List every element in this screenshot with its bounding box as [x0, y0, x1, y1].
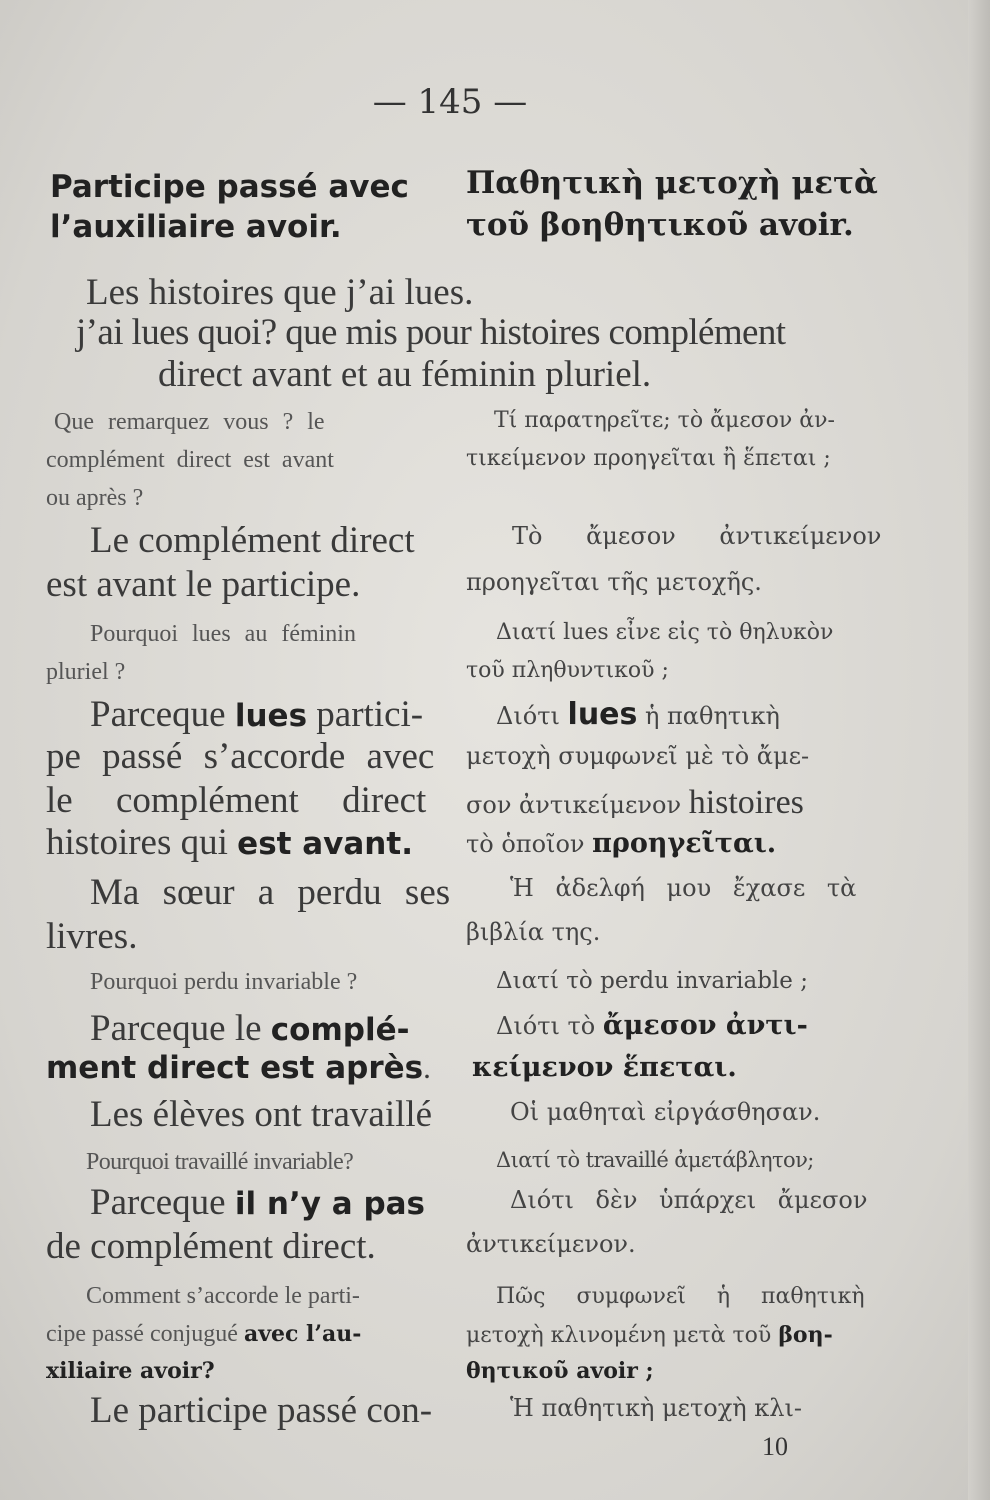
q5-fr-cipe-passe: cipe passé conjugué: [46, 1321, 238, 1347]
a3-fr-ment-direct: ment direct est après: [46, 1050, 424, 1086]
q2-gr-line2: τοῦ πληθυντικοῦ ;: [466, 658, 669, 683]
q1-gr-line2: τικείμενον προηγεῖται ἢ ἕπεται ;: [466, 446, 831, 471]
a2-fr-line2: pe passé s’accorde avec: [46, 736, 435, 777]
q1-fr-line3: ou après ?: [46, 485, 144, 511]
last-fr: Le participe passé con-: [90, 1390, 433, 1431]
a3-gr-line1: [496, 1012, 808, 1039]
q5-gr-line2: [466, 1324, 833, 1347]
a2-gr-to-opoion: τὸ ὁποῖον: [466, 830, 585, 858]
a3-gr-dioti-to: Διότι τὸ: [496, 1012, 596, 1040]
a2-gr-proigeitai: προηγεῖται.: [592, 828, 777, 859]
a3-gr-amesson-anti: ἄμεσον ἀντι-: [602, 1010, 808, 1041]
ex3-gr: Οἱ μαθηταὶ εἰργάσθησαν.: [510, 1098, 821, 1126]
last-gr: Ἡ παθητικὴ μετοχὴ κλι-: [510, 1394, 802, 1422]
heading-fr-line1: Participe passé avec: [50, 169, 409, 205]
a3-fr-comple: complé-: [270, 1012, 410, 1048]
a2-gr-line2: μετοχὴ συμφωνεῖ μὲ τὸ ἄμε-: [466, 742, 810, 770]
q2-gr-line1: Διατί lues εἶνε εἰς τὸ θηλυκὸν: [496, 620, 834, 645]
page-number: — 145 —: [372, 82, 528, 122]
q5-gr-line3: θητικοῦ avoir ;: [466, 1358, 654, 1384]
q4-gr: Διατί τὸ travaillé ἀμετάβλητον;: [496, 1148, 814, 1172]
a1-fr-line1: Le complément direct: [90, 520, 415, 561]
heading-gr-line1: Παθητικὴ μετοχὴ μετὰ: [466, 165, 878, 201]
a2-gr-lues: lues: [567, 697, 638, 732]
q5-fr-line3: xiliaire avoir?: [46, 1358, 215, 1384]
a2-gr-line1: [496, 697, 780, 732]
signature-mark: 10: [762, 1432, 788, 1461]
a2-gr-line4: [466, 830, 776, 857]
a2-gr-dioti: Διότι: [496, 702, 560, 730]
a4-fr-line1: [90, 1184, 425, 1221]
page-edge: [968, 0, 990, 1500]
a2-fr-line4: [46, 824, 413, 861]
ex2-gr-line1: Ἡ ἀδελφή μου ἔχασε τὰ: [510, 874, 857, 902]
q5-fr-line1: Comment s’accorde le parti-: [86, 1283, 360, 1309]
q1-fr-line2: complément direct est avant: [46, 447, 334, 473]
q2-fr-line2: pluriel ?: [46, 659, 126, 685]
a1-gr-line1: Τὸ ἄμεσον ἀντικείμενον: [512, 522, 882, 550]
a2-fr-line1: [90, 696, 423, 733]
q1-gr-line1: Τί παρατηρεῖτε; τὸ ἄμεσον ἀν-: [494, 408, 835, 433]
a2-gr-line3: [466, 786, 804, 820]
a4-fr-line2: de complément direct.: [46, 1226, 376, 1267]
ex2-fr-line1: Ma sœur a perdu ses: [90, 872, 451, 913]
a2-gr-histoires: histoires: [688, 784, 804, 821]
q3-gr: Διατί τὸ perdu invariable ;: [496, 968, 808, 994]
heading-gr-line2: τοῦ βοηθητικοῦ avoir.: [466, 207, 854, 243]
q5-gr-metochi: μετοχὴ κλινομένη μετὰ τοῦ: [466, 1323, 772, 1348]
q4-fr: Pourquoi travaillé invariable?: [86, 1149, 354, 1175]
a3-fr-period: .: [423, 1050, 431, 1085]
q5-fr-avec-lau: avec l’au-: [243, 1321, 362, 1347]
q5-gr-boi: βοη-: [778, 1322, 833, 1348]
a3-gr-line2: κείμενον ἕπεται.: [472, 1052, 737, 1083]
a2-fr-line3: le complément direct: [46, 780, 427, 821]
a4-fr-parceque: Parceque: [90, 1182, 226, 1223]
a2-fr-word-partici: partici-: [316, 694, 424, 735]
q1-fr-line1: Que remarquez vous ? le: [54, 409, 325, 435]
ex2-gr-line2: βιβλία της.: [466, 918, 601, 946]
a3-fr-parceque-le: Parceque le: [90, 1008, 262, 1049]
a1-gr-line2: προηγεῖται τῆς μετοχῆς.: [466, 568, 762, 596]
ex3-fr: Les élèves ont travaillé: [90, 1094, 433, 1135]
intro-line2: j’ai lues quoi? que mis pour histoires complément: [76, 312, 786, 353]
ex2-fr-line2: livres.: [46, 916, 138, 957]
intro-line1: Les histoires que j’ai lues.: [86, 272, 474, 313]
a2-fr-est-avant: est avant.: [237, 826, 413, 862]
heading-fr-line2: l’auxiliaire avoir.: [50, 209, 342, 245]
a4-gr-line1: Διότι δὲν ὑπάρχει ἄμεσον: [510, 1186, 868, 1214]
a1-fr-line2: est avant le participe.: [46, 564, 361, 605]
q3-fr: Pourquoi perdu invariable ?: [90, 969, 358, 995]
a3-fr-line2: [46, 1052, 431, 1084]
a2-gr-amesson: σον ἀντικείμενον: [466, 791, 682, 819]
a3-fr-line1: [90, 1010, 409, 1047]
a2-gr-pathitiki: ἡ παθητικὴ: [645, 702, 780, 730]
a2-fr-word-parceque: Parceque: [90, 694, 226, 735]
q2-fr-line1: Pourquoi lues au féminin: [90, 621, 356, 647]
q5-gr-line1: Πῶς συμφωνεῖ ἡ παθητικὴ: [496, 1284, 865, 1309]
a2-fr-histoires-qui: histoires qui: [46, 822, 228, 863]
a4-fr-il-ny-a-pas: il n’y a pas: [234, 1186, 426, 1222]
a2-fr-word-lues: lues: [234, 698, 308, 734]
a4-gr-line2: ἀντικείμενον.: [466, 1230, 636, 1258]
q5-fr-line2: [46, 1322, 361, 1346]
intro-line3: direct avant et au féminin pluriel.: [158, 354, 652, 395]
